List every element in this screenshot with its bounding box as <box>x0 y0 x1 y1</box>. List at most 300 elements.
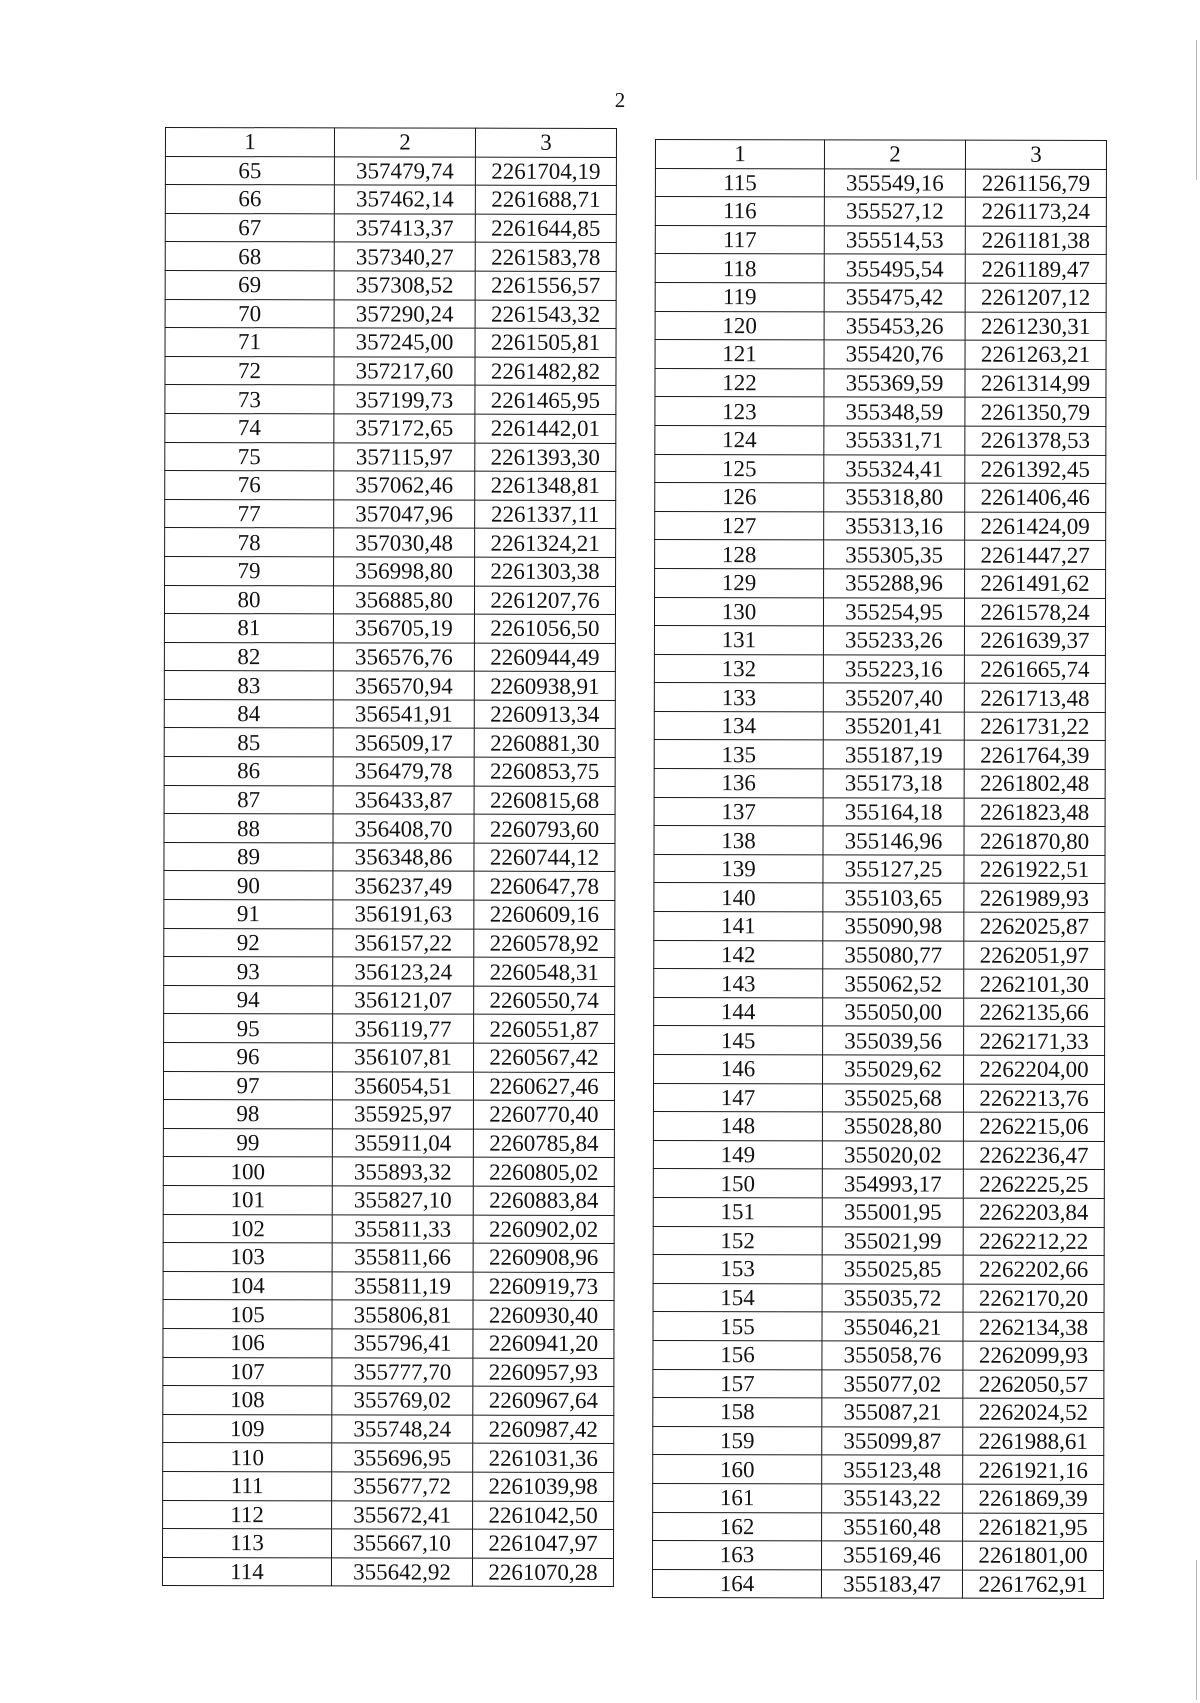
x-coordinate-cell: 355021,99 <box>822 1226 963 1255</box>
x-coordinate-cell: 355183,47 <box>821 1570 962 1599</box>
point-number-cell: 100 <box>163 1157 332 1186</box>
table-row <box>654 912 1105 942</box>
x-coordinate-cell: 356998,80 <box>334 557 475 586</box>
x-coordinate-cell: 355146,96 <box>823 826 964 855</box>
table-row <box>165 499 616 529</box>
y-coordinate-cell: 2261821,95 <box>963 1513 1104 1542</box>
x-coordinate-cell: 355305,35 <box>824 540 965 569</box>
table-row <box>655 425 1106 455</box>
point-number-cell: 111 <box>163 1471 332 1500</box>
x-coordinate-cell: 355811,66 <box>332 1243 473 1272</box>
table-row <box>654 940 1105 970</box>
x-coordinate-cell: 355201,41 <box>823 712 964 741</box>
point-number-cell: 133 <box>654 683 823 712</box>
point-number-cell: 125 <box>655 454 824 483</box>
y-coordinate-cell: 2261988,61 <box>963 1427 1104 1456</box>
table-row <box>654 883 1105 913</box>
table-row <box>165 299 616 329</box>
table-row <box>163 1071 614 1101</box>
table-row <box>653 1426 1104 1456</box>
x-coordinate-cell: 355288,96 <box>824 569 965 598</box>
x-coordinate-cell: 355811,19 <box>332 1272 473 1301</box>
table-row <box>163 1214 614 1244</box>
x-coordinate-cell: 355748,24 <box>332 1415 473 1444</box>
point-number-cell: 87 <box>164 785 333 814</box>
y-coordinate-cell: 2261921,16 <box>963 1455 1104 1484</box>
y-coordinate-cell: 2261378,53 <box>965 426 1106 455</box>
table-row <box>164 785 615 815</box>
point-number-cell: 90 <box>164 871 333 900</box>
y-coordinate-cell: 2261207,76 <box>474 586 615 615</box>
table-body <box>652 168 1106 1599</box>
y-coordinate-cell: 2261303,38 <box>475 557 616 586</box>
point-number-cell: 84 <box>164 699 333 728</box>
point-number-cell: 116 <box>655 197 824 226</box>
x-coordinate-cell: 357290,24 <box>334 299 475 328</box>
y-coordinate-cell: 2260744,12 <box>474 843 615 872</box>
y-coordinate-cell: 2261042,50 <box>473 1501 614 1530</box>
y-coordinate-cell: 2261482,82 <box>475 357 616 386</box>
table-row <box>655 254 1106 284</box>
table-row <box>164 928 615 958</box>
x-coordinate-cell: 355207,40 <box>823 683 964 712</box>
table-row <box>653 1283 1104 1313</box>
table-row <box>165 242 616 272</box>
y-coordinate-cell: 2261031,36 <box>473 1443 614 1472</box>
point-number-cell: 76 <box>165 471 334 500</box>
x-coordinate-cell: 356541,91 <box>333 700 474 729</box>
table-row <box>163 1243 614 1273</box>
x-coordinate-cell: 355029,62 <box>823 1055 964 1084</box>
x-coordinate-cell: 356107,81 <box>333 1043 474 1072</box>
point-number-cell: 160 <box>653 1455 822 1484</box>
x-coordinate-cell: 355103,65 <box>823 883 964 912</box>
x-coordinate-cell: 355123,48 <box>822 1455 963 1484</box>
point-number-cell: 88 <box>164 814 333 843</box>
point-number-cell: 81 <box>164 614 333 643</box>
y-coordinate-cell: 2261465,95 <box>475 385 616 414</box>
table-row <box>163 1414 614 1444</box>
y-coordinate-cell: 2260967,64 <box>473 1386 614 1415</box>
point-number-cell: 117 <box>655 225 824 254</box>
x-coordinate-cell: 357172,65 <box>334 414 475 443</box>
x-coordinate-cell: 355035,72 <box>822 1284 963 1313</box>
table-row <box>164 1042 615 1072</box>
table-row <box>164 985 615 1015</box>
x-coordinate-cell: 356119,77 <box>333 1014 474 1043</box>
point-number-cell: 68 <box>165 242 334 271</box>
y-coordinate-cell: 2260793,60 <box>474 814 615 843</box>
table-row <box>653 1112 1104 1142</box>
y-coordinate-cell: 2261665,74 <box>964 655 1105 684</box>
x-coordinate-cell: 355001,95 <box>822 1198 963 1227</box>
table-row <box>165 442 616 472</box>
point-number-cell: 67 <box>165 213 334 242</box>
y-coordinate-cell: 2262099,93 <box>963 1341 1104 1370</box>
y-coordinate-cell: 2261870,80 <box>964 826 1105 855</box>
y-coordinate-cell: 2260550,74 <box>474 986 615 1015</box>
point-number-cell: 86 <box>164 757 333 786</box>
y-coordinate-cell: 2261491,62 <box>965 569 1106 598</box>
table-row <box>163 1128 614 1158</box>
y-coordinate-cell: 2261802,48 <box>964 769 1105 798</box>
table-row <box>653 1512 1104 1542</box>
y-coordinate-cell: 2261543,32 <box>475 300 616 329</box>
table-row <box>654 626 1105 656</box>
table-row <box>654 1026 1105 1056</box>
y-coordinate-cell: 2260647,78 <box>474 872 615 901</box>
point-number-cell: 96 <box>164 1042 333 1071</box>
table-row <box>654 826 1105 856</box>
x-coordinate-cell: 356509,17 <box>333 728 474 757</box>
y-coordinate-cell: 2260548,31 <box>474 957 615 986</box>
x-coordinate-cell: 355127,25 <box>823 855 964 884</box>
table-row <box>653 1369 1104 1399</box>
table-row <box>163 1443 614 1473</box>
y-coordinate-cell: 2260938,91 <box>474 671 615 700</box>
y-coordinate-cell: 2260930,40 <box>473 1300 614 1329</box>
x-coordinate-cell: 356237,49 <box>333 871 474 900</box>
table-row <box>653 1226 1104 1256</box>
x-coordinate-cell: 355672,41 <box>332 1500 473 1529</box>
table-row <box>164 1014 615 1044</box>
x-coordinate-cell: 356570,94 <box>333 671 474 700</box>
y-coordinate-cell: 2261556,57 <box>475 271 616 300</box>
x-coordinate-cell: 355223,16 <box>823 655 964 684</box>
point-number-cell: 109 <box>163 1414 332 1443</box>
x-coordinate-cell: 355050,00 <box>823 998 964 1027</box>
table-row <box>653 1197 1104 1227</box>
y-coordinate-cell: 2262051,97 <box>964 941 1105 970</box>
table-row <box>163 1100 614 1130</box>
x-coordinate-cell: 356054,51 <box>332 1071 473 1100</box>
column-header-x: 2 <box>334 128 475 157</box>
table-row <box>653 1083 1104 1113</box>
x-coordinate-cell: 355667,10 <box>332 1529 473 1558</box>
y-coordinate-cell: 2262025,87 <box>964 912 1105 941</box>
y-coordinate-cell: 2261447,27 <box>965 540 1106 569</box>
x-coordinate-cell: 357115,97 <box>334 442 475 471</box>
point-number-cell: 94 <box>164 985 333 1014</box>
x-coordinate-cell: 355099,87 <box>822 1427 963 1456</box>
point-number-cell: 108 <box>163 1386 332 1415</box>
table-row <box>654 683 1105 713</box>
y-coordinate-cell: 2262236,47 <box>963 1141 1104 1170</box>
y-coordinate-cell: 2261173,24 <box>965 197 1106 226</box>
y-coordinate-cell: 2261406,46 <box>965 483 1106 512</box>
point-number-cell: 98 <box>163 1100 332 1129</box>
point-number-cell: 106 <box>163 1328 332 1357</box>
x-coordinate-cell: 355827,10 <box>332 1186 473 1215</box>
point-number-cell: 157 <box>653 1369 822 1398</box>
x-coordinate-cell: 357062,46 <box>334 471 475 500</box>
column-header-y: 3 <box>965 140 1106 169</box>
point-number-cell: 69 <box>165 270 334 299</box>
x-coordinate-cell: 357308,52 <box>334 271 475 300</box>
table-row <box>164 900 615 930</box>
table-row <box>655 311 1106 341</box>
y-coordinate-cell: 2261156,79 <box>965 169 1106 198</box>
point-number-cell: 154 <box>653 1283 822 1312</box>
point-number-cell: 136 <box>654 769 823 798</box>
y-coordinate-cell: 2261442,01 <box>475 414 616 443</box>
table-row <box>652 1569 1103 1599</box>
point-number-cell: 73 <box>165 385 334 414</box>
table-row <box>163 1386 614 1416</box>
table-row <box>163 1500 614 1530</box>
point-number-cell: 149 <box>653 1140 822 1169</box>
table-row <box>655 540 1106 570</box>
column-header-number: 1 <box>165 128 334 157</box>
point-number-cell: 141 <box>654 912 823 941</box>
x-coordinate-cell: 357462,14 <box>334 185 475 214</box>
point-number-cell: 132 <box>654 654 823 683</box>
table-row <box>655 168 1106 198</box>
y-coordinate-cell: 2262171,33 <box>964 1027 1105 1056</box>
y-coordinate-cell: 2260578,92 <box>474 929 615 958</box>
y-coordinate-cell: 2261688,71 <box>475 185 616 214</box>
point-number-cell: 134 <box>654 711 823 740</box>
point-number-cell: 70 <box>165 299 334 328</box>
table-row <box>653 1140 1104 1170</box>
table-header-row <box>165 128 616 158</box>
y-coordinate-cell: 2261207,12 <box>965 283 1106 312</box>
point-number-cell: 131 <box>654 626 823 655</box>
point-number-cell: 137 <box>654 797 823 826</box>
x-coordinate-cell: 356576,76 <box>333 643 474 672</box>
x-coordinate-cell: 355080,77 <box>823 940 964 969</box>
table-row <box>164 957 615 987</box>
x-coordinate-cell: 355475,42 <box>824 283 965 312</box>
y-coordinate-cell: 2261713,48 <box>964 683 1105 712</box>
y-coordinate-cell: 2261070,28 <box>472 1558 613 1587</box>
table-row <box>164 842 615 872</box>
x-coordinate-cell: 355453,26 <box>824 311 965 340</box>
y-coordinate-cell: 2262202,66 <box>963 1255 1104 1284</box>
point-number-cell: 123 <box>655 397 824 426</box>
y-coordinate-cell: 2260551,87 <box>474 1015 615 1044</box>
table-row <box>164 699 615 729</box>
y-coordinate-cell: 2262204,00 <box>964 1055 1105 1084</box>
point-number-cell: 162 <box>653 1512 822 1541</box>
x-coordinate-cell: 355025,68 <box>822 1083 963 1112</box>
point-number-cell: 102 <box>163 1214 332 1243</box>
table-row <box>165 270 616 300</box>
table-row <box>655 197 1106 227</box>
table-row <box>164 871 615 901</box>
y-coordinate-cell: 2261823,48 <box>964 798 1105 827</box>
point-number-cell: 113 <box>163 1529 332 1558</box>
point-number-cell: 122 <box>655 368 824 397</box>
x-coordinate-cell: 355331,71 <box>824 426 965 455</box>
table-row <box>655 340 1106 370</box>
point-number-cell: 93 <box>164 957 333 986</box>
table-row <box>165 328 616 358</box>
coordinates-table-right <box>652 139 1107 1599</box>
x-coordinate-cell: 355173,18 <box>823 769 964 798</box>
y-coordinate-cell: 2262215,06 <box>963 1112 1104 1141</box>
point-number-cell: 79 <box>165 556 334 585</box>
x-coordinate-cell: 355090,98 <box>823 912 964 941</box>
table-row <box>653 1455 1104 1485</box>
table-row <box>164 642 615 672</box>
point-number-cell: 119 <box>655 282 824 311</box>
table-row <box>165 185 616 215</box>
table-row <box>655 483 1106 513</box>
x-coordinate-cell: 357199,73 <box>334 385 475 414</box>
y-coordinate-cell: 2260805,02 <box>473 1158 614 1187</box>
x-coordinate-cell: 355233,26 <box>823 626 964 655</box>
x-coordinate-cell: 355777,70 <box>332 1357 473 1386</box>
x-coordinate-cell: 354993,17 <box>822 1169 963 1198</box>
y-coordinate-cell: 2261764,39 <box>964 741 1105 770</box>
x-coordinate-cell: 356157,22 <box>333 928 474 957</box>
point-number-cell: 97 <box>163 1071 332 1100</box>
table-row <box>164 585 615 615</box>
x-coordinate-cell: 355324,41 <box>824 454 965 483</box>
y-coordinate-cell: 2261047,97 <box>473 1529 614 1558</box>
x-coordinate-cell: 357413,37 <box>334 214 475 243</box>
point-number-cell: 83 <box>164 671 333 700</box>
x-coordinate-cell: 357047,96 <box>334 500 475 529</box>
point-number-cell: 152 <box>653 1226 822 1255</box>
x-coordinate-cell: 355039,56 <box>823 1026 964 1055</box>
x-coordinate-cell: 355087,21 <box>822 1398 963 1427</box>
table-row <box>653 1255 1104 1285</box>
x-coordinate-cell: 355348,59 <box>824 397 965 426</box>
coordinates-table-left <box>162 127 617 1587</box>
point-number-cell: 129 <box>655 568 824 597</box>
table-row <box>165 213 616 243</box>
y-coordinate-cell: 2260567,42 <box>474 1043 615 1072</box>
point-number-cell: 118 <box>655 254 824 283</box>
y-coordinate-cell: 2260902,02 <box>473 1215 614 1244</box>
x-coordinate-cell: 356433,87 <box>333 786 474 815</box>
x-coordinate-cell: 355696,95 <box>332 1443 473 1472</box>
table-row <box>654 797 1105 827</box>
x-coordinate-cell: 355160,48 <box>822 1512 963 1541</box>
column-header-number: 1 <box>655 140 824 169</box>
x-coordinate-cell: 355169,46 <box>822 1541 963 1570</box>
table-row <box>655 397 1106 427</box>
x-coordinate-cell: 355020,02 <box>822 1141 963 1170</box>
y-coordinate-cell: 2260987,42 <box>473 1415 614 1444</box>
y-coordinate-cell: 2260913,34 <box>474 700 615 729</box>
y-coordinate-cell: 2262135,66 <box>964 998 1105 1027</box>
point-number-cell: 80 <box>164 585 333 614</box>
y-coordinate-cell: 2260881,30 <box>474 729 615 758</box>
point-number-cell: 107 <box>163 1357 332 1386</box>
table-row <box>655 511 1106 541</box>
y-coordinate-cell: 2262213,76 <box>963 1084 1104 1113</box>
table-row <box>653 1340 1104 1370</box>
table-row <box>163 1357 614 1387</box>
point-number-cell: 164 <box>652 1569 821 1598</box>
point-number-cell: 91 <box>164 900 333 929</box>
point-number-cell: 145 <box>654 1026 823 1055</box>
x-coordinate-cell: 355806,81 <box>332 1300 473 1329</box>
point-number-cell: 142 <box>654 940 823 969</box>
table-row <box>655 454 1106 484</box>
scan-edge-line <box>1196 1560 1197 1700</box>
point-number-cell: 77 <box>165 499 334 528</box>
x-coordinate-cell: 355925,97 <box>332 1100 473 1129</box>
table-row <box>163 1185 614 1215</box>
x-coordinate-cell: 355911,04 <box>332 1129 473 1158</box>
point-number-cell: 144 <box>654 997 823 1026</box>
table-row <box>162 1557 613 1587</box>
table-row <box>654 1054 1105 1084</box>
x-coordinate-cell: 355313,16 <box>824 512 965 541</box>
x-coordinate-cell: 355187,19 <box>823 740 964 769</box>
point-number-cell: 95 <box>164 1014 333 1043</box>
x-coordinate-cell: 355769,02 <box>332 1386 473 1415</box>
table-row <box>164 671 615 701</box>
point-number-cell: 128 <box>655 540 824 569</box>
y-coordinate-cell: 2262170,20 <box>963 1284 1104 1313</box>
table-row <box>165 156 616 186</box>
x-coordinate-cell: 356348,86 <box>333 843 474 872</box>
x-coordinate-cell: 355028,80 <box>822 1112 963 1141</box>
table-row <box>653 1398 1104 1428</box>
scan-edge-line <box>1196 40 1197 180</box>
y-coordinate-cell: 2261644,85 <box>475 214 616 243</box>
table-body <box>162 156 616 1587</box>
y-coordinate-cell: 2261337,11 <box>475 500 616 529</box>
y-coordinate-cell: 2260770,40 <box>473 1100 614 1129</box>
y-coordinate-cell: 2261583,78 <box>475 243 616 272</box>
y-coordinate-cell: 2260944,49 <box>474 643 615 672</box>
point-number-cell: 146 <box>654 1054 823 1083</box>
x-coordinate-cell: 355495,54 <box>824 254 965 283</box>
table-row <box>165 471 616 501</box>
x-coordinate-cell: 356191,63 <box>333 900 474 929</box>
point-number-cell: 151 <box>653 1197 822 1226</box>
column-header-x: 2 <box>824 140 965 169</box>
x-coordinate-cell: 355642,92 <box>331 1558 472 1587</box>
table-row <box>163 1300 614 1330</box>
point-number-cell: 99 <box>163 1128 332 1157</box>
table-row <box>163 1529 614 1559</box>
x-coordinate-cell: 355527,12 <box>824 197 965 226</box>
y-coordinate-cell: 2261801,00 <box>963 1541 1104 1570</box>
point-number-cell: 112 <box>163 1500 332 1529</box>
table-row <box>164 757 615 787</box>
point-number-cell: 78 <box>165 528 334 557</box>
point-number-cell: 158 <box>653 1398 822 1427</box>
table-row <box>165 556 616 586</box>
x-coordinate-cell: 355893,32 <box>332 1157 473 1186</box>
table-row <box>653 1312 1104 1342</box>
point-number-cell: 75 <box>165 442 334 471</box>
y-coordinate-cell: 2261704,19 <box>475 157 616 186</box>
point-number-cell: 139 <box>654 854 823 883</box>
x-coordinate-cell: 357217,60 <box>334 357 475 386</box>
table-row <box>655 225 1106 255</box>
point-number-cell: 138 <box>654 826 823 855</box>
table-row <box>654 711 1105 741</box>
table-row <box>163 1471 614 1501</box>
y-coordinate-cell: 2261263,21 <box>965 340 1106 369</box>
y-coordinate-cell: 2261639,37 <box>964 626 1105 655</box>
x-coordinate-cell: 355062,52 <box>823 969 964 998</box>
point-number-cell: 66 <box>165 185 334 214</box>
point-number-cell: 85 <box>164 728 333 757</box>
point-number-cell: 150 <box>653 1169 822 1198</box>
y-coordinate-cell: 2261392,45 <box>965 455 1106 484</box>
y-coordinate-cell: 2261731,22 <box>964 712 1105 741</box>
point-number-cell: 159 <box>653 1426 822 1455</box>
